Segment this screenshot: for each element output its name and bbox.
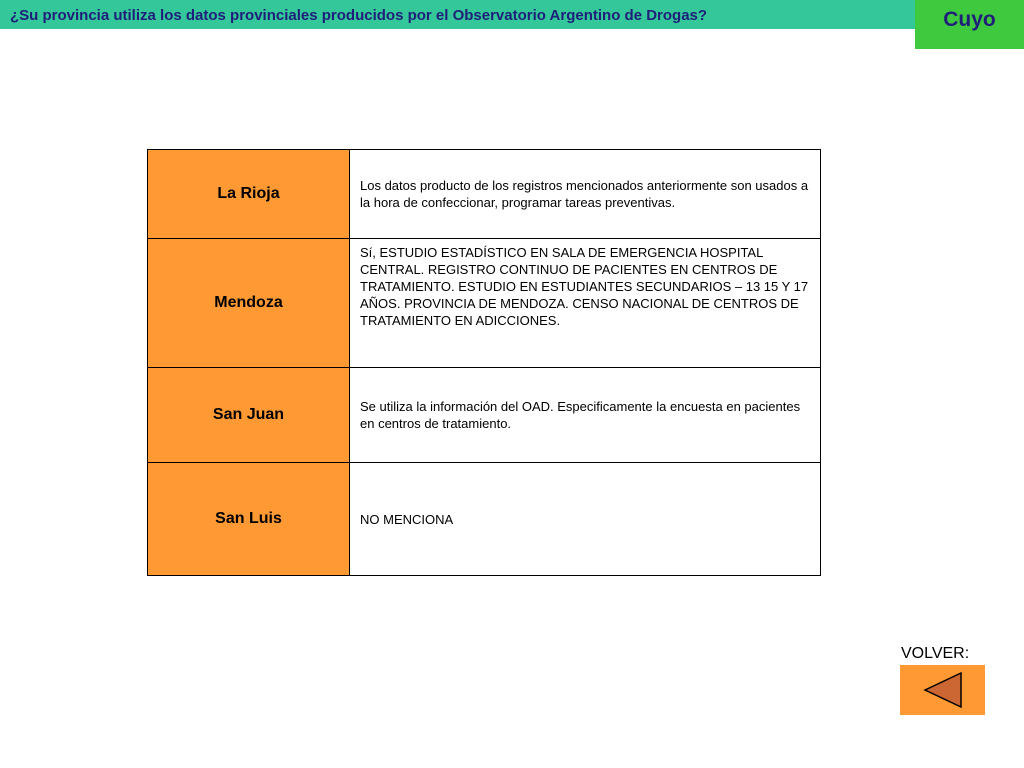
table-row — [148, 368, 821, 463]
response-cell: NO MENCIONA — [350, 463, 821, 576]
response-cell: Se utiliza la información del OAD. Especificamente la encuesta en pacientes en centros de tratamiento. — [350, 368, 821, 463]
response-cell: Los datos producto de los registros mencionados anteriormente son usados a la hora de confeccionar, programar tareas preventivas. — [350, 150, 821, 239]
left-arrow-icon — [900, 665, 985, 715]
region-tab[interactable] — [915, 0, 1024, 49]
page-title: ¿Su provincia utiliza los datos provinciales producidos por el Observatorio Argentino de Drogas? — [10, 7, 708, 24]
back-label: VOLVER: — [901, 645, 970, 662]
province-cell: San Juan — [148, 368, 350, 463]
title-bar — [0, 0, 915, 29]
table-row — [148, 150, 821, 239]
response-cell: Sí, ESTUDIO ESTADÍSTICO EN SALA DE EMERGENCIA HOSPITAL CENTRAL. REGISTRO CONTINUO DE PACIENTES EN CENTROS DE TRATAMIENTO. ESTUDIO EN ESTUDIANTES SECUNDARIOS – 13 15 Y 17 AÑOS. PROVINCIA DE MENDOZA. CENSO NACIONAL DE CENTROS DE TRATAMIENTO EN ADICCIONES. — [350, 239, 821, 368]
province-cell: La Rioja — [148, 150, 350, 239]
region-tab-label: Cuyo — [943, 7, 996, 31]
table-row — [148, 463, 821, 576]
province-cell: San Luis — [148, 463, 350, 576]
table-row — [148, 239, 821, 368]
back-button[interactable] — [900, 665, 985, 715]
province-table — [147, 149, 821, 576]
province-cell: Mendoza — [148, 239, 350, 368]
